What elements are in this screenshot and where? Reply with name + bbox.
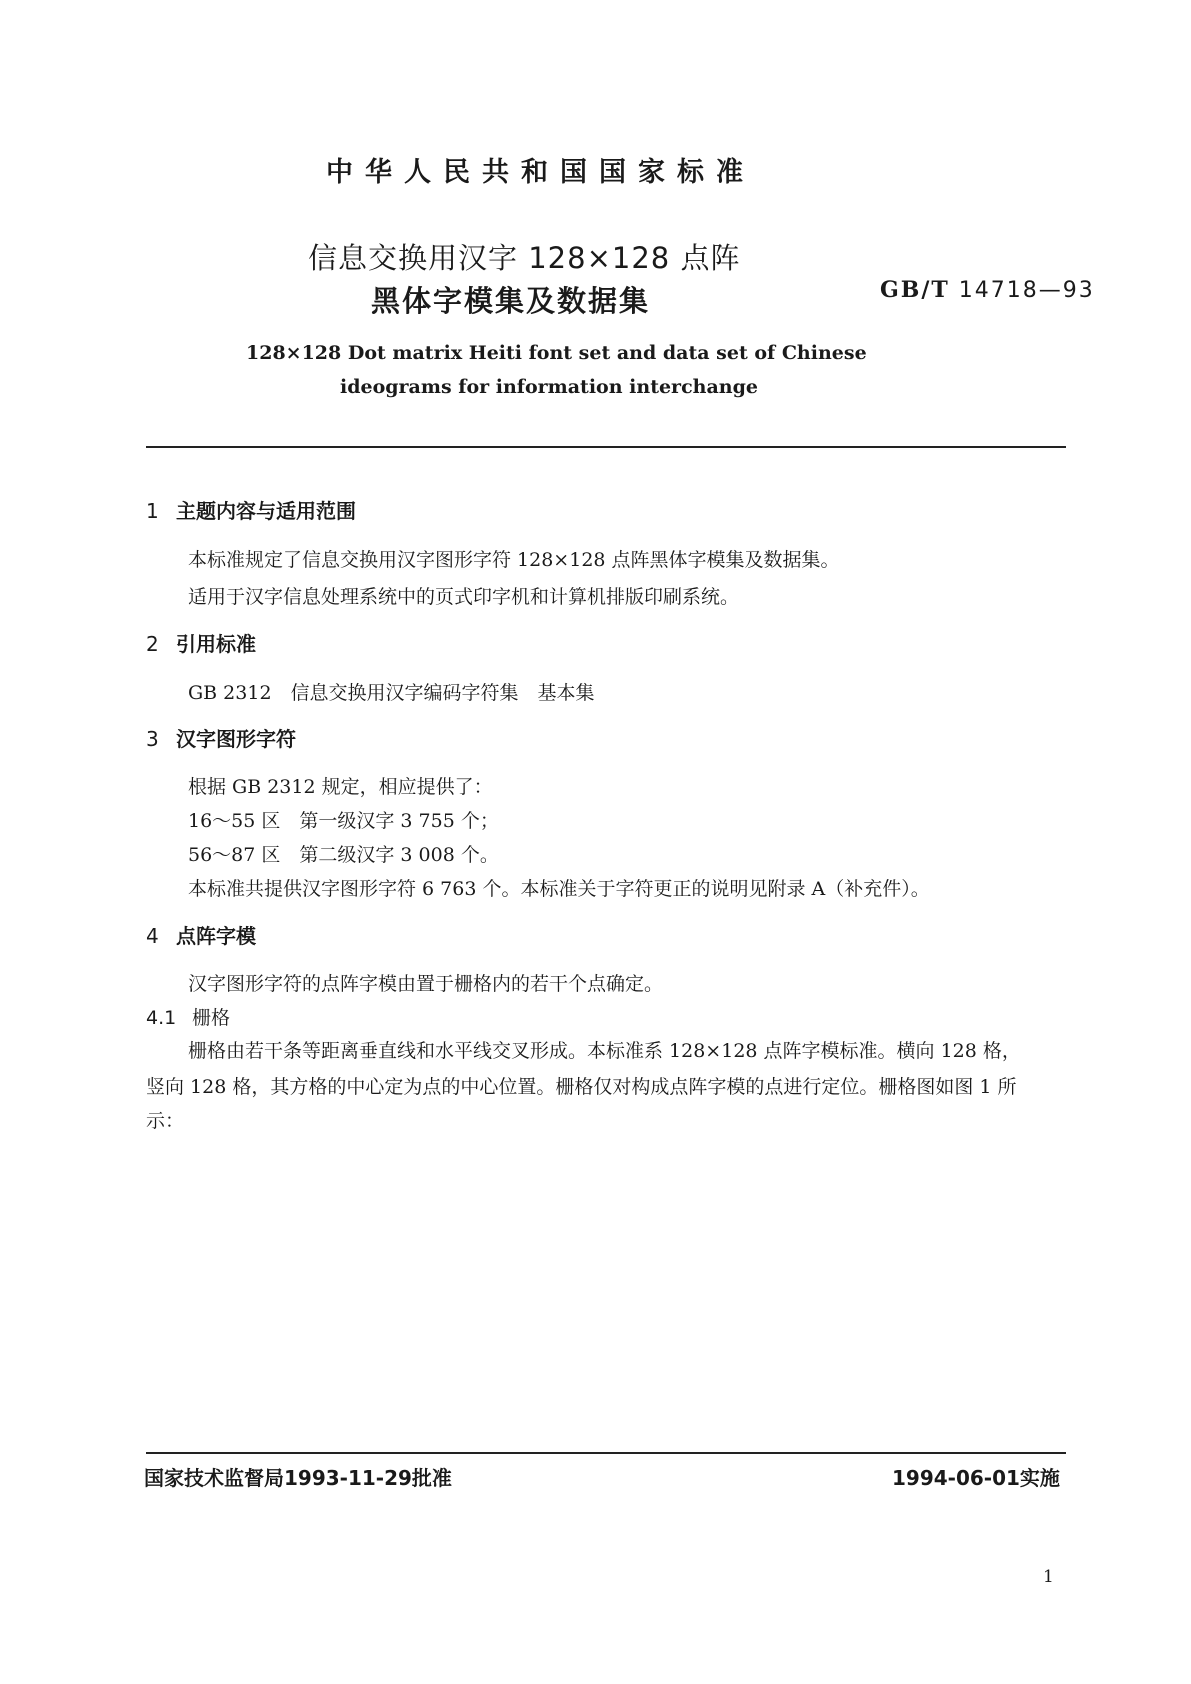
title-cn-line2: 黑体字模集及数据集 bbox=[371, 284, 651, 318]
section-4-para-2-line-2: 竖向 128 格，其方格的中心定为点的中心位置。栅格仅对构成点阵字模的点进行定位。栅格图如图 1 所 bbox=[146, 1076, 1017, 1098]
section-3-para-3: 56～87 区 第二级汉字 3 008 个。 bbox=[188, 844, 499, 866]
standard-code-prefix: GB/T bbox=[880, 277, 950, 303]
standard-code bbox=[880, 277, 1095, 303]
subsection-4-1-heading bbox=[146, 1003, 230, 1030]
bottom-divider bbox=[146, 1452, 1066, 1454]
subsection-4-1-number: 4.1 bbox=[146, 1007, 177, 1029]
section-3-para-2: 16～55 区 第一级汉字 3 755 个； bbox=[188, 810, 499, 832]
org-title: 中华人民共和国国家标准 bbox=[326, 157, 755, 188]
section-4-number: 4 bbox=[146, 924, 159, 948]
section-4-title: 点阵字模 bbox=[176, 924, 256, 948]
title-en-line1: 128×128 Dot matrix Heiti font set and data set of Chinese bbox=[246, 342, 867, 364]
section-4-para-2-line-1: 栅格由若干条等距离垂直线和水平线交叉形成。本标准系 128×128 点阵字模标准。横向 128 格， bbox=[188, 1040, 1021, 1062]
section-4-heading bbox=[146, 920, 256, 949]
subsection-4-1-title: 栅格 bbox=[192, 1007, 231, 1029]
title-en-line2: ideograms for information interchange bbox=[340, 376, 758, 398]
section-1-number: 1 bbox=[146, 499, 159, 523]
page-number: 1 bbox=[1043, 1567, 1054, 1587]
section-1-title: 主题内容与适用范围 bbox=[176, 499, 356, 523]
implementation-date: 1994-06-01实施 bbox=[892, 1466, 1060, 1490]
title-cn-line1: 信息交换用汉字 128×128 点阵 bbox=[308, 241, 741, 275]
approval-date: 国家技术监督局1993-11-29批准 bbox=[144, 1466, 452, 1490]
section-1-para-2: 适用于汉字信息处理系统中的页式印字机和计算机排版印刷系统。 bbox=[188, 586, 740, 608]
section-3-number: 3 bbox=[146, 727, 159, 751]
section-2-number: 2 bbox=[146, 632, 159, 656]
section-1-para-1: 本标准规定了信息交换用汉字图形字符 128×128 点阵黑体字模集及数据集。 bbox=[188, 549, 840, 571]
top-divider bbox=[146, 446, 1066, 448]
section-4-para-1: 汉字图形字符的点阵字模由置于栅格内的若干个点确定。 bbox=[188, 973, 664, 995]
section-4-para-2-line-3: 示： bbox=[146, 1110, 185, 1132]
section-2-heading bbox=[146, 628, 256, 657]
section-3-para-1: 根据 GB 2312 规定，相应提供了： bbox=[188, 776, 493, 798]
section-3-para-4: 本标准共提供汉字图形字符 6 763 个。本标准关于字符更正的说明见附录 A（补充件）。 bbox=[188, 878, 930, 900]
section-1-heading bbox=[146, 495, 356, 524]
section-2-title: 引用标准 bbox=[176, 632, 256, 656]
section-2-para-1: GB 2312 信息交换用汉字编码字符集 基本集 bbox=[188, 682, 595, 704]
section-3-title: 汉字图形字符 bbox=[176, 727, 296, 751]
section-3-heading bbox=[146, 723, 296, 752]
standard-code-number: 14718—93 bbox=[958, 278, 1095, 303]
